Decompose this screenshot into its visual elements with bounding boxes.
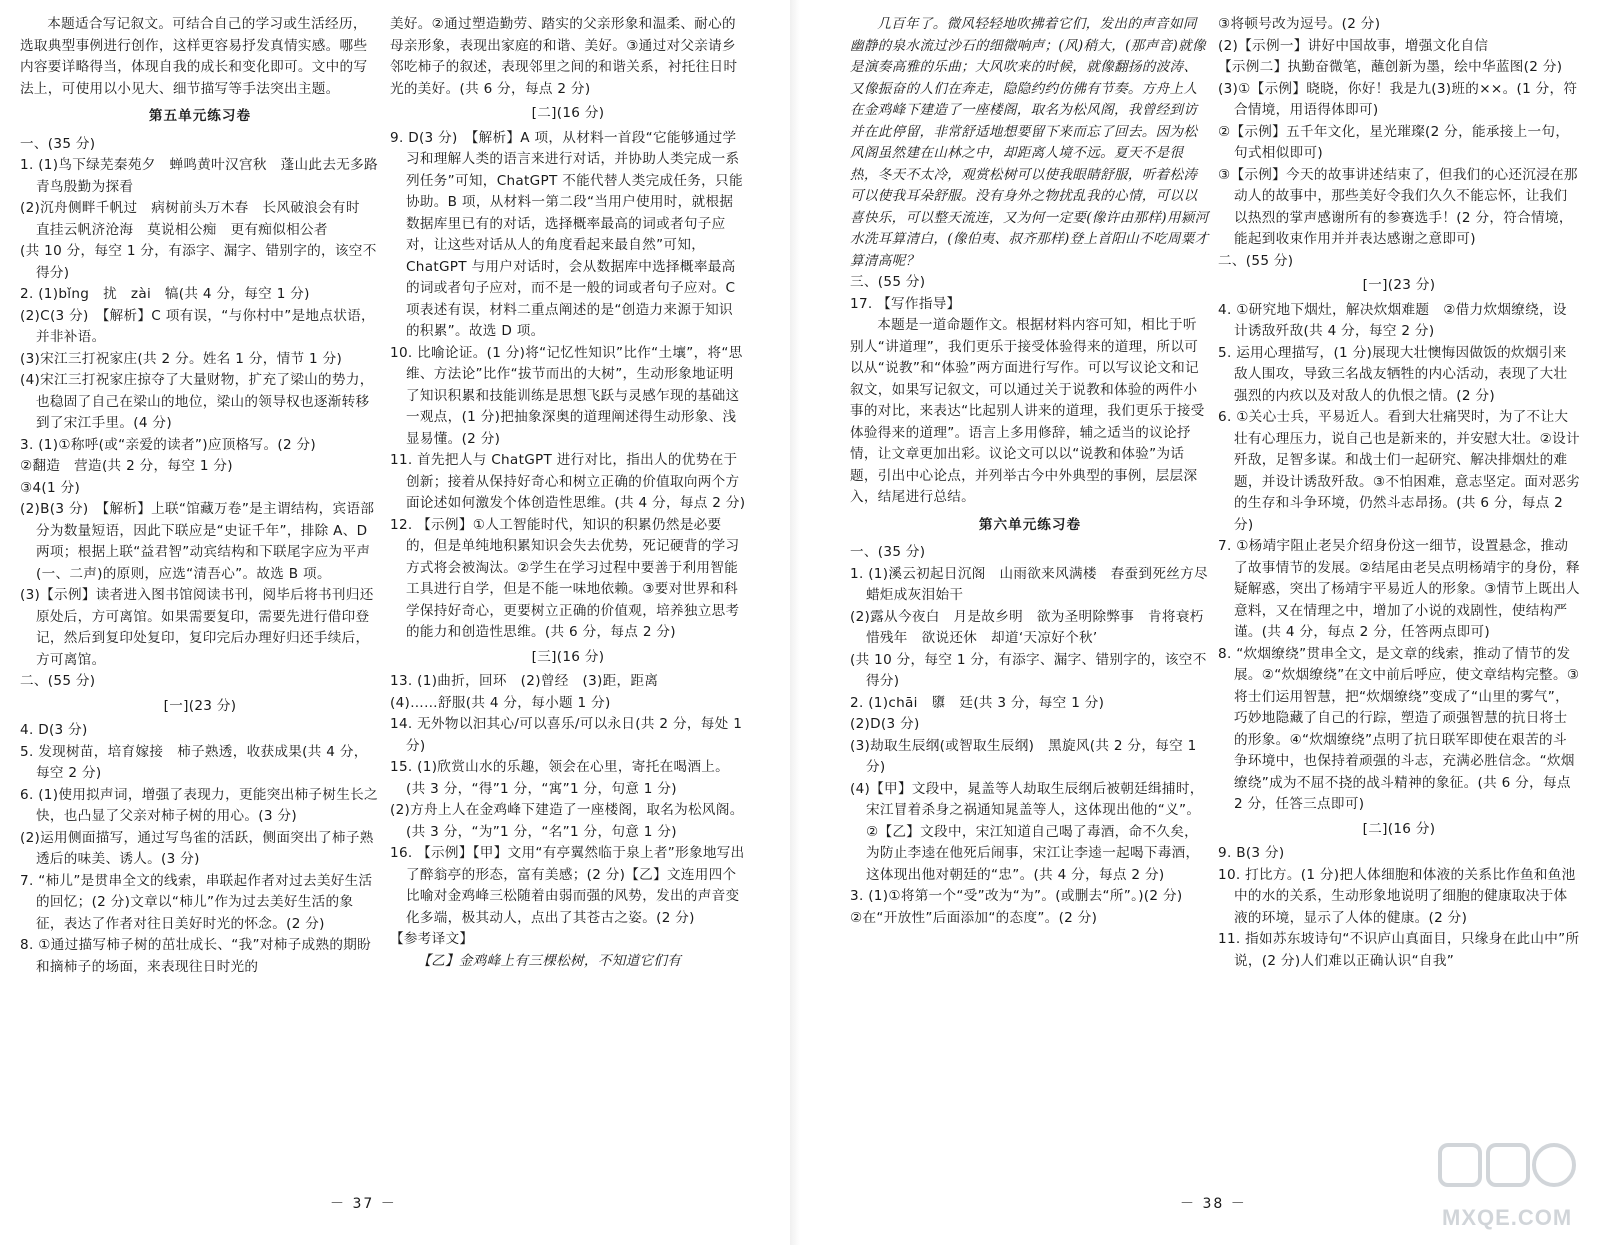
answer-paragraph: 3. (1)①将第一个“受”改为“为”。(或删去“所”。)(2 分)	[850, 888, 1183, 904]
answer-paragraph: 4. ①研究地下烟灶，解决炊烟难题 ②借力炊烟缭绕，设计诱敌歼敌(共 4 分，每空 2 分)	[1218, 301, 1567, 339]
answer-paragraph: ②在“开放性”后面添加“的态度”。(2 分)	[850, 909, 1098, 926]
right-page-column-1	[850, 14, 1222, 1175]
answer-paragraph: 美好。②通过塑造勤劳、踏实的父亲形象和温柔、耐心的母亲形象，表现出家庭的和谐、美好。③通过对父亲请乡邻吃柿子的叙述，表现邻里之间的和谐关系，衬托往日时光的美好。(共 6 分，每点 2 分)	[390, 16, 738, 97]
answer-paragraph: (3)劫取生辰纲(或智取生辰纲) 黑旋风(共 2 分，每空 1 分)	[850, 737, 1197, 775]
answer-paragraph: (4)……舒服(共 4 分，每小题 1 分)	[390, 694, 611, 711]
answer-paragraph: 8. ①通过描写柿子树的茁壮成长、“我”对柿子成熟的期盼和摘柿子的场面，来表现往日时光的	[20, 937, 372, 975]
answer-paragraph: (2)运用侧面描写，通过写鸟雀的活跃，侧面突出了柿子熟透后的味美、诱人。(3 分)	[20, 829, 374, 867]
answer-paragraph: 3. (1)①称呼(或“亲爱的读者”)应顶格写。(2 分)	[20, 436, 317, 453]
answer-paragraph: 二、(55 分)	[20, 673, 96, 689]
answer-paragraph: (共 10 分，每空 1 分，有添字、漏字、错别字的，该空不得分)	[850, 651, 1207, 689]
answer-paragraph: (2)方舟上人在金鸡峰下建造了一座楼阁，取名为松风阁。(共 3 分，“为”1 分，“名”1 分，句意 1 分)	[390, 802, 744, 840]
answer-paragraph: 16. 【示例】【甲】文用“有亭翼然临于泉上者”形象地写出了醉翁亭的形态，富有美感；(2 分)【乙】文连用四个比喻对金鸡峰三松随着由弱而强的风势，发出的声音变化多端，极其动人，点出了其苍古之姿。(2 分)	[390, 845, 745, 926]
answer-paragraph: (3)宋江三打祝家庄(共 2 分。姓名 1 分，情节 1 分)	[20, 350, 343, 367]
answer-paragraph: 【乙】金鸡峰上有三棵松树，不知道它们有	[417, 952, 682, 969]
answer-paragraph: 2. (1)chāi 隳 廷(共 3 分，每空 1 分)	[850, 694, 1105, 711]
section-heading: 第五单元练习卷	[148, 108, 252, 124]
answer-paragraph: ③将顿号改为逗号。(2 分)	[1218, 16, 1381, 32]
answer-paragraph: 5. 发现树苗，培育嫁接 柿子熟透，收获成果(共 4 分，每空 2 分)	[20, 743, 368, 781]
answer-paragraph: 11. 指如苏东坡诗句“不识庐山真面目，只缘身在此山中”所说，(2 分)人们难以正确认识“自我”	[1218, 931, 1580, 969]
left-page	[0, 0, 790, 1245]
right-page-column-2	[1218, 14, 1580, 1175]
answer-paragraph: (2)【示例一】讲好中国故事，增强文化自信	[1218, 37, 1489, 54]
answer-paragraph: 二、(55 分)	[1218, 252, 1294, 269]
answer-paragraph: 12. 【示例】①人工智能时代，知识的积累仍然是必要的，但是单纯地积累知识会失去优势，死记硬背的学习方式将会被淘汰。②学生在学习过程中要善于利用智能工具进行自学，但是不能一味地依赖。③要对世界和科学保持好奇心，更要树立正确的价值观，培养独立思考的能力和创造性思维。(共 6 分，每点 2 分)	[390, 516, 740, 640]
answer-paragraph: 13. (1)曲折，回环 (2)曾经 (3)距，距离	[390, 673, 659, 689]
answer-paragraph: (2)C(3 分) 【解析】C 项有误，“与你村中”是地点状语，并非补语。	[20, 307, 375, 345]
subsection-label: [二](16 分)	[1362, 820, 1436, 837]
answer-paragraph: 4. D(3 分)	[20, 722, 88, 738]
answer-paragraph: 6. ①关心士兵，平易近人。看到大壮痛哭时，为了不让大壮有心理压力，说自己也是新来的，并安慰大壮。②设计歼敌，足智多谋。和战士们一起研究、解决排烟灶的难题，并设计诱敌歼敌。③不怕困难，意志坚定。面对恶劣的生存和斗争环境，仍然斗志昂扬。(共 6 分，每点 2 分)	[1218, 409, 1580, 533]
answer-paragraph: 一、(35 分)	[850, 544, 926, 560]
left-page-column-2	[390, 14, 746, 1175]
subsection-label: [一](23 分)	[1362, 277, 1436, 293]
subsection-label: [一](23 分)	[163, 697, 237, 714]
answer-paragraph: (3)【示例】读者进入图书馆阅读书刊，阅毕后将书刊归还原处后，方可离馆。如果需要复印，需要先进行借印登记，然后到复印处复印，复印完后办理好归还手续后，方可离馆。	[20, 587, 374, 668]
answer-paragraph: 17. 【写作指导】	[850, 295, 961, 312]
book-gutter	[790, 0, 800, 1245]
answer-paragraph: 10. 比喻论证。(1 分)将“记忆性知识”比作“土壤”，将“思维、方法论”比作“拔节而出的大树”，生动形象地证明了知识积累和技能训练是思想飞跃与灵感乍现的基础这一观点，(1 分)把抽象深奥的道理阐述得生动形象、浅显易懂。(2 分)	[390, 344, 743, 447]
subsection-label: [三](16 分)	[531, 648, 605, 665]
answer-paragraph: (2)沉舟侧畔千帆过 病树前头万木春 长风破浪会有时 直挂云帆济沧海 莫说相公痴 更有痴似相公者	[20, 200, 374, 238]
section-heading: 第六单元练习卷	[978, 516, 1082, 533]
answer-paragraph: ③【示例】今天的故事讲述结束了，但我们的心还沉浸在那动人的故事中，那些美好令我们久久不能忘怀，让我们以热烈的掌声感谢所有的参赛选手！(2 分，符合情境，能起到收束作用并并表达感谢之意即可)	[1218, 166, 1578, 247]
answer-paragraph: 本题是一道命题作文。根据材料内容可知，相比于听别人“讲道理”，我们更乐于接受体验得来的道理，所以可以从“说教”和“体验”两方面进行写作。可以写议论文和记叙文，如果写记叙文，可以通过关于说教和体验的两件小事的对比，来表达“比起别人讲来的道理，我们更乐于接受体验得来的道理”。语言上多用修辞，辅之适当的议论抒情，让文章更加出彩。议论文可以以“说教和体验”为话题，引出中心论点，并列举古今中外典型的事例，层层深入，结尾进行总结。	[850, 317, 1205, 505]
answer-paragraph: (4)宋江三打祝家庄掠夺了大量财物，扩充了梁山的势力，也稳固了自己在梁山的地位，梁山的领导权也逐渐转移到了宋江手里。(4 分)	[20, 372, 374, 431]
answer-paragraph: 三、(55 分)	[850, 274, 926, 290]
answer-paragraph: ②翻造 营造(共 2 分，每空 1 分)	[20, 458, 233, 474]
page-number-38: － 38 －	[1180, 1196, 1247, 1212]
answer-paragraph: 【参考译文】	[390, 931, 474, 947]
answer-paragraph: (4)【甲】文段中，晁盖等人劫取生辰纲后被朝廷缉捕时，宋江冒着杀身之祸通知晁盖等人，这体现出他的“义”。②【乙】文段中，宋江知道自己喝了毒酒，命不久矣，为防止李逵在他死后闹事，宋江让李逵一起喝下毒酒，这体现出他对朝廷的“忠”。(共 4 分，每点 2 分)	[850, 780, 1204, 883]
answer-paragraph: 9. B(3 分)	[1218, 845, 1285, 861]
answer-paragraph: 2. (1)bǐng 扰 zài 犒(共 4 分，每空 1 分)	[20, 286, 310, 302]
answer-paragraph: 本题适合写记叙文。可结合自己的学习或生活经历，选取典型事例进行创作，这样更容易抒发真情实感。哪些内容要详略得当，体现自我的成长和变化即可。文中的写法上，可使用以小见大、细节描写等手法突出主题。	[20, 16, 368, 97]
answer-paragraph: ③4(1 分)	[20, 479, 81, 496]
answer-paragraph: 6. (1)使用拟声词，增强了表现力，更能突出柿子树生长之快，也凸显了父亲对柿子树的用心。(3 分)	[20, 786, 378, 824]
answer-paragraph: 9. D(3 分) 【解析】A 项，从材料一首段“它能够通过学习和理解人类的语言来进行对话，并协助人类完成一系列任务”可知，ChatGPT 不能代替人类完成任务，只能协助。B 项，从材料一第二段“当用户使用时，就根据数据库里已有的对话，选择概率最高的词或者句子应对，让这些对话从人的角度看起来最自然”可知，ChatGPT 与用户对话时，会从数据库中选择概率最高的词或者句子应对，而不是一般的词或者句子应对。C 项表述有误，材料二重点阐述的是“创造力来源于知识的积累”。故选 D 项。	[390, 129, 743, 339]
answer-paragraph: (2)B(3 分) 【解析】上联“馆藏万卷”是主谓结构，宾语部分为数量短语，因此下联应是“史证千年”，排除 A、D 两项；根据上联“益君智”动宾结构和下联尾字应为平声(一、二声)的原则，应选“清吾心”。故选 B 项。	[20, 501, 375, 582]
page-number-37: － 37 －	[330, 1196, 397, 1212]
answer-paragraph: 7. “柿儿”是贯串全文的线索，串联起作者对过去美好生活的回忆；(2 分)文章以“柿儿”作为过去美好生活的象征，表达了作者对往日美好时光的怀念。(2 分)	[20, 872, 373, 932]
left-page-column-1	[20, 14, 392, 1175]
answer-paragraph: ②【示例】五千年文化，星光璀璨(2 分，能承接上一句，句式相似即可)	[1218, 123, 1570, 161]
answer-paragraph: 11. 首先把人与 ChatGPT 进行对比，指出人的优势在于创新；接着从保持好奇心和树立正确的价值取向两个方面论述如何激发个体创造性思维。(共 4 分，每点 2 分)	[390, 452, 746, 511]
answer-paragraph: 几百年了。微风轻轻地吹拂着它们，发出的声音如同幽静的泉水流过沙石的细微响声；(风)稍大，(那声音)就像是演奏高雅的乐曲；大风吹来的时候，就像翻扬的波涛、又像振奋的人们在奔走，隐隐约约仿佛有节奏。方舟上人在金鸡峰下建造了一座楼阁，取名为松风阁，我曾经到访并在此停留，非常舒适地想要留下来而忘了回去。因为松风阁虽然建在山林之中，却距离人境不远。夏天不是很热，冬天不太冷，观赏松树可以使我眼睛舒服，听着松涛可以使我耳朵舒服。没有身外之物扰乱我的心情，可以以喜快乐，可以整天流连，又为何一定要(像许由那样)用颍河水洗耳算清白，(像伯夷、叔齐那样)登上首阳山不吃周粟才算清高呢？	[850, 16, 1209, 269]
watermark-logo-icon	[1434, 1137, 1584, 1207]
right-page	[800, 0, 1600, 1245]
answer-paragraph: 14. 无外物以汩其心/可以喜乐/可以永日(共 2 分，每处 1 分)	[390, 716, 743, 754]
answer-paragraph: (2)露从今夜白 月是故乡明 欲为圣明除弊事 肯将衰朽惜残年 欲说还休 却道‘天凉好个秋’	[850, 608, 1204, 646]
answer-paragraph: (3)①【示例】晓晓，你好！我是九(3)班的××。(1 分，符合情境，用语得体即可)	[1218, 80, 1578, 118]
answer-paragraph: (共 10 分，每空 1 分，有添字、漏字、错别字的，该空不得分)	[20, 243, 377, 281]
answer-paragraph: 【示例二】执勤奋微笔，蘸创新为墨，绘中华蓝图(2 分)	[1218, 59, 1563, 75]
answer-paragraph: 1. (1)鸟下绿芜秦苑夕 蝉鸣黄叶汉宫秋 蓬山此去无多路 青鸟殷勤为探看	[20, 157, 392, 195]
answer-paragraph: 一、(35 分)	[20, 135, 96, 152]
answer-paragraph: 8. “炊烟缭绕”贯串全文，是文章的线索，推动了情节的发展。②“炊烟缭绕”在文中前后呼应，使文章结构完整。③将士们运用智慧，把“炊烟缭绕”变成了“山里的雾气”，巧妙地隐藏了自己的行踪，塑造了顽强智慧的抗日将士的形象。④“炊烟缭绕”点明了抗日联军即使在艰苦的斗争环境中，也保持着顽强的斗志，充满必胜信念。“炊烟缭绕”成为不屈不挠的战斗精神的象征。(共 6 分，每点 2 分，任答三点即可)	[1218, 645, 1580, 812]
answer-paragraph: 5. 运用心理描写，(1 分)展现大壮懊悔因做饭的炊烟引来敌人围攻，导致三名战友牺牲的内心活动，表现了大壮强烈的内疚以及对敌人的仇恨之情。(2 分)	[1218, 344, 1568, 404]
subsection-label: [二](16 分)	[531, 105, 605, 121]
answer-paragraph: 10. 打比方。(1 分)把人体细胞和体液的关系比作鱼和鱼池中的水的关系，生动形象地说明了细胞的健康取决于体液的环境，显示了人体的健康。(2 分)	[1218, 866, 1576, 926]
answer-paragraph: 7. ①杨靖宇阻止老吴介绍身份这一细节，设置悬念，推动了故事情节的发展。②结尾由老吴点明杨靖宇的身份，释疑解惑，突出了杨靖宇平易近人的形象。③情节上既出人意料，又在情理之中，增加了小说的戏剧性，使结构严谨。(共 4 分，每点 2 分，任答两点即可)	[1218, 538, 1580, 640]
answer-paragraph: 15. (1)欣赏山水的乐趣，领会在心里，寄托在喝酒上。(共 3 分，“得”1 分，“寓”1 分，句意 1 分)	[390, 759, 730, 797]
site-watermark	[1434, 1137, 1584, 1233]
answer-paragraph: 1. (1)溪云初起日沉阁 山雨欲来风满楼 春蚕到死丝方尽 蜡炬成灰泪始干	[850, 565, 1222, 603]
answer-paragraph: (2)D(3 分)	[850, 716, 920, 732]
watermark-text: MXQE.COM	[1442, 1205, 1573, 1230]
